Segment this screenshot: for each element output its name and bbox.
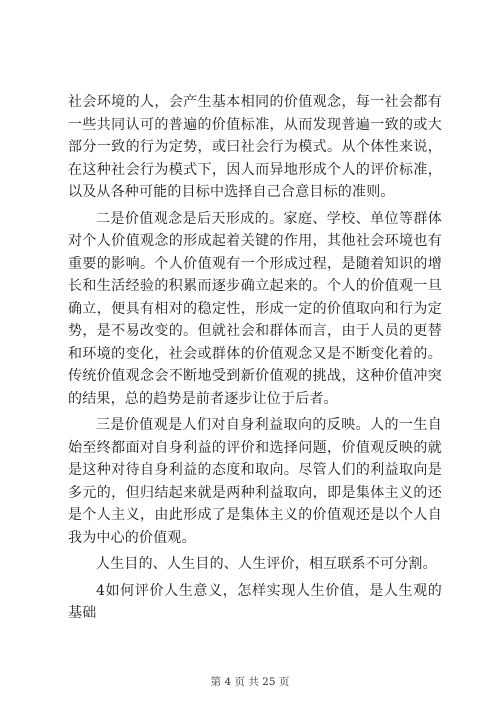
paragraph-continuation: 社会环境的人，会产生基本相同的价值观念，每一社会都有一些共同认可的普遍的价值标准，从而发现普遍一致的或大部分一致的行为定势，或曰社会行为模式。从个体性来说，在这种社会行为模式下，因人而异地形成个人的评价标准，以及从各种可能的目标中选择自己合意目标的准则。: [68, 94, 442, 200]
paragraph-point-three: 三是价值观是人们对自身利益取向的反映。人的一生自始至终都面对自身利益的评价和选择问题，价值观反映的就是这种对待自身利益的态度和取向。尽管人们的利益取向是多元的，但归结起来就是两种利益取向，即是集体主义的还是个人主义，由此形成了是集体主义的价值观还是以个人自我为中心的价值观。: [68, 417, 442, 546]
paragraph-question-four: 4如何评价人生意义，怎样实现人生价值，是人生观的基础: [68, 582, 442, 621]
paragraph-life-evaluation: 人生目的、人生目的、人生评价，相互联系不可分割。: [96, 556, 437, 572]
page-footer: 第 4 页 共 25 页: [210, 676, 290, 688]
document-body: [68, 91, 442, 629]
paragraph-point-two: 二是价值观念是后天形成的。家庭、学校、单位等群体对个人价值观念的形成起着关键的作用，其他社会环境也有重要的影响。个人价值观有一个形成过程，是随着知识的增长和生活经验的积累而逐步确立起来的。个人的价值观一旦确立，便具有相对的稳定性，形成一定的价值取向和行为定势，是不易改变的。但就社会和群体而言，由于人员的更替和环境的变化，社会或群体的价值观念又是不断变化着的。传统价值观念会不断地受到新价值观的挑战，这种价值冲突的结果，总的趋势是前者逐步让位于后者。: [68, 210, 442, 407]
